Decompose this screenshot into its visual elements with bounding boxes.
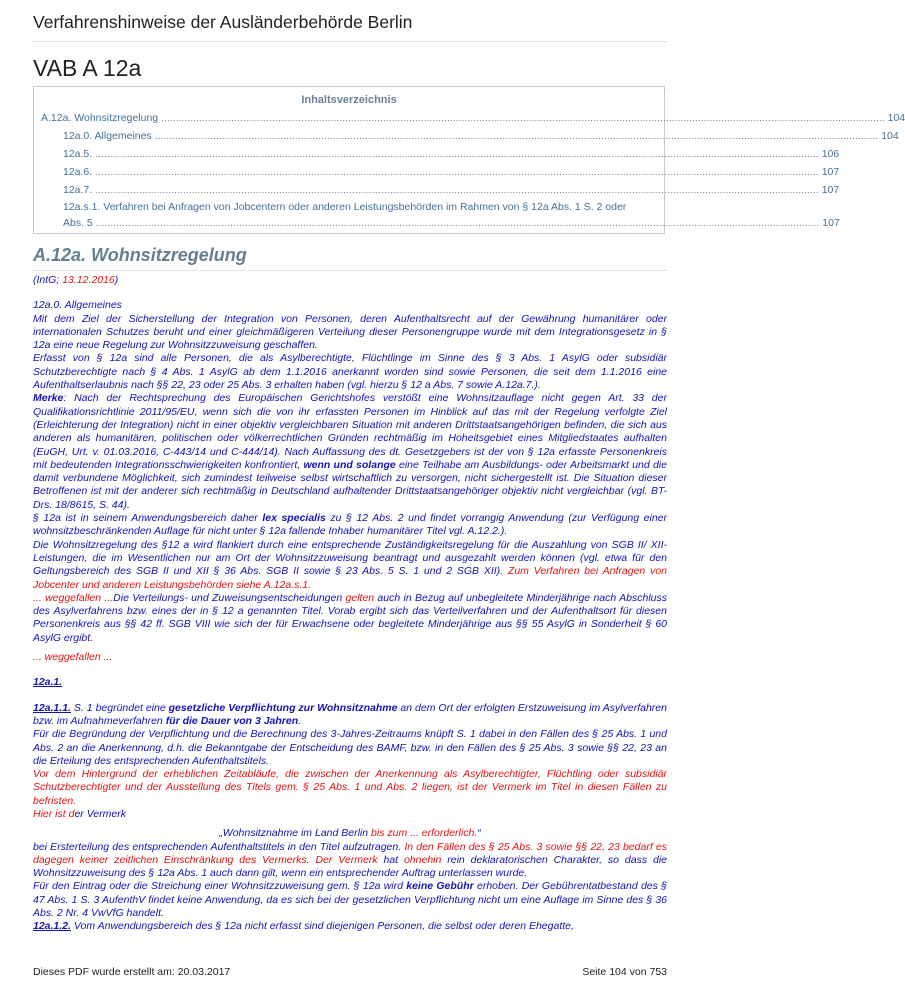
paragraph: Die Wohnsitzregelung des §12 a wird flankiert durch eine entsprechende Zuständigkeitsregelung für die Auszahlung von SGB II/ XII-Leistungen, die im Wesentlichen nur am Ort der Wohnsitzzuweisung beantragt und ausgezahlt werden können (vgl. etwa für den Geltungsbereich des SGB II und XII § 36 Abs. SGB II sowie § 23 Abs. 5 S. 1 und 2 SGB XII). Zum Verfahren bei Anfragen von Jobcenter und anderen Leistungsbehörden siehe A.12a.s.1. (33, 538, 668, 591)
toc-leader-dots: ........................................................................................................................................................................................................................................................ (161, 112, 885, 124)
paragraph: bei Ersterteilung des entsprechenden Aufenthaltstitels in den Titel aufzutragen. In den Fällen des § 25 Abs. 3 sowie §§ 22, 23 bedarf es dagegen keiner zeitlichen Einschränkung des Vermerks. Der Vermerk hat ohnehin rein deklaratorischen Charakter, so dass die Wohnsitzzuweisung des § 12a Abs. 1 auch dann gilt, wenn ein entsprechender Auftrag unterlassen wurde. (33, 840, 668, 880)
paragraph: Für den Eintrag oder die Streichung einer Wohnsitzzuweisung gem. § 12a wird keine Gebühr erhoben. Der Gebührentatbestand des § 47 Abs. 1 S. 3 AufenthV findet keine Anwendung, da es sich bei der gesetzlichen Verpflichtung nicht um eine Auflage im Sinne des § 36 Abs. 2 Nr. 4 VwVfG handelt. (33, 880, 667, 920)
toc-leader-dots: ........................................................................................................................................................................................................................................................ (95, 166, 819, 178)
footer-page-number: Seite 104 von 753 (582, 966, 667, 978)
subheading-12a1[interactable]: 12a.1. (33, 676, 63, 689)
paragraph: Mit dem Ziel der Sicherstellung der Integration von Personen, deren Aufenthaltsrecht auf der Gewährung humanitärer oder internationalen Schutzes beruht und einer gleichmäßigeren Verteilung dieser Personengruppe wurde mit dem Integrationsgesetz in § 12a eine neue Regelung zur Wohnsitzzuweisung geschaffen. (33, 312, 667, 352)
paragraph: Erfasst von § 12a sind alle Personen, die als Asylberechtigte, Flüchtlinge im Sinne des § 3 Abs. 1 AsylG oder subsidiär Schutzberechtigte nach § 4 Abs. 1 AsylG ab dem 1.1.2016 anerkannt worden sind sowie Personen, die seit dem 1.1.2016 eine Aufenthaltserlaubnis nach §§ 22, 23 oder 25 Abs. 3 erhalten haben (vgl. hierzu § 12 a Abs. 7 sowie A.12a.7.). (33, 352, 667, 392)
intg-reference: (IntG; 13.12.2016) (33, 274, 119, 286)
toc-entry-12a5[interactable] (63, 148, 840, 160)
page-title: VAB A 12a (33, 55, 667, 90)
intg-date: 13.12.2016 (62, 274, 115, 286)
paragraph-12a11: 12a.1.1. S. 1 begründet eine gesetzliche Verpflichtung zur Wohnsitznahme an dem Ort der erfolgten Erstzuweisung im Asylverfahren bzw. im Aufnahmeverfahren für die Dauer von 3 Jahren. (33, 701, 667, 727)
toc-entry-page: 107 (821, 184, 840, 196)
paragraph: Für die Begründung der Verpflichtung und die Berechnung des 3-Jahres-Zeitraums knüpft S. 1 dabei in den Fällen des § 25 Abs. 1 und Abs. 2 an die Anerkennung, d.h. die Bekanntgabe der Entscheidung des BAMF, bzw. in den Fällen des § 25 Abs. 3 sowie §§ 22, 23 an die Erteilung des entsprechenden Aufenthaltstitels. (33, 728, 667, 767)
toc-entry-12a6[interactable] (63, 166, 840, 178)
toc-entry-label: 12a.0. Allgemeines (63, 130, 152, 142)
toc-entry-label: A.12a. Wohnsitzregelung (41, 112, 159, 124)
toc-leader-dots: ........................................................................................................................................................................................................................................................ (95, 148, 819, 160)
anchor-12a11[interactable]: 12a.1.1. (33, 701, 71, 714)
paragraph-12a12: 12a.1.2. Vom Anwendungsbereich des § 12a nicht erfasst sind diejenigen Personen, die selbst oder deren Ehegatte, (33, 920, 574, 933)
endorsement-quote: „Wohnsitznahme im Land Berlin bis zum ... erforderlich.“ (219, 827, 481, 840)
toc-entry-12as1[interactable] (63, 199, 840, 231)
toc-entry-page: 107 (821, 166, 840, 178)
paragraph: Vor dem Hintergrund der erheblichen Zeitabläufe, die zwischen der Anerkennung als Asylberechtigter, Flüchtling oder subsidiär Schutzberechtigter und der Ausstellung des Titels gem. § 25 Abs. 1 und Abs. 2 liegen, ist der Vermerk im Titel in diesen Fällen zu befristen. (33, 768, 667, 807)
toc-heading: Inhaltsverzeichnis (301, 94, 397, 106)
footer-created: Dieses PDF wurde erstellt am: 20.03.2017 (33, 966, 231, 978)
toc-entry-label: 12a.6. (63, 166, 93, 178)
toc-entry-label: 12a.5. (63, 148, 93, 160)
section-title: A.12a. Wohnsitzregelung (33, 245, 667, 271)
toc-entry-page: 107 (822, 217, 840, 229)
page-footer (33, 966, 667, 978)
toc-leader-dots: ........................................................................................................................................................................................................................................................ (95, 217, 820, 229)
toc-entry-line2 (63, 215, 840, 231)
toc-entry-allgemeines[interactable] (63, 130, 899, 142)
paragraph: § 12a ist in seinem Anwendungsbereich daher lex specialis zu § 12 Abs. 2 und findet vorrangig Anwendung (zur Verfügung einer wohnsitzbeschränkenden Auflage für nicht unter § 12a fallende Inhaber humanitärer Titel vgl. A.12.2.). (33, 512, 668, 538)
paragraph: Hier ist der Vermerk (33, 807, 126, 820)
toc-entry-label-line1: 12a.s.1. Verfahren bei Anfragen von Jobcentern oder anderen Leistungsbehörden im Rahmen von § 12a Abs. 1 S. 2 oder (63, 201, 627, 213)
paragraph-merke: Merke: Nach der Rechtsprechung des Europäischen Gerichtshofes verstößt eine Wohnsitzauflage nicht gegen Art. 33 der Qualifikationsrichtlinie 2011/95/EU, wenn sich die von ihr erfassten Personen im Hinblick auf das mit der Regelung verfolgte Ziel (Erleichterung der Integration) nicht in einer objektiv vergleichbaren Situation mit anderen Drittstaatsangehörigen befinden, die sich aus anderen als humanitären, politischen oder völkerrechtlichen Gründen rechtmäßig im Hoheitsgebiet eines Mitgliedstaates aufhalten (EuGH, Urt. v. 01.03.2016, C-443/14 und C-444/14). Nach Auffassung des dt. Gesetzgebers ist der von § 12a erfasste Personenkreis mit bedeutenden Integrationsschwierigkeiten konfrontiert, wenn und solange eine Teilhabe am Ausbildungs- oder Arbeitsmarkt und die damit verbundene Möglichkeit, sich zumindest teilweise selbst wirtschaftlich zu versorgen, nicht sichergestellt ist. Die Situation dieser Betroffenen ist mit der anderer sich rechtmäßig in Deutschland aufhaltender Drittstaatsangehöriger objektiv nicht vergleichbar (vgl. BT-Drs. 18/8615, S. 44). (33, 392, 667, 511)
toc-entry-label-line2: Abs. 5 (63, 217, 93, 229)
removed-note: ... weggefallen ... (33, 651, 113, 664)
document-body (33, 274, 667, 934)
toc-entry-12a7[interactable] (63, 184, 840, 196)
toc-entry-page: 104 (887, 112, 905, 124)
table-of-contents (33, 86, 905, 234)
toc-entry-wohnsitzregelung[interactable] (41, 112, 905, 124)
anchor-12a12[interactable]: 12a.1.2. (33, 920, 71, 933)
toc-entry-page: 104 (881, 130, 899, 142)
paragraph: ... weggefallen ...Die Verteilungs- und Zuweisungsentscheidungen gelten auch in Bezug auf unbegleitete Minderjährige nach Abschluss des Asylverfahrens bzw. eines der in § 12 a genannten Titel. Vorab ergibt sich das Verteilverfahren und der Aufenthaltsort für diesen Personenkreis aus §§ 42 ff. SGB VIII wie sich der für Erwachsene oder begleitete Minderjährige aus §§ 55 AsylG in Sonderheit § 60 AsylG ergibt. (33, 591, 667, 644)
toc-entry-label: 12a.7. (63, 184, 93, 196)
document-header: Verfahrenshinweise der Ausländerbehörde Berlin (33, 12, 667, 42)
toc-leader-dots: ........................................................................................................................................................................................................................................................ (154, 130, 879, 142)
toc-leader-dots: ........................................................................................................................................................................................................................................................ (95, 184, 819, 196)
subheading-allgemeines: 12a.0. Allgemeines (33, 299, 122, 312)
toc-entry-page: 106 (821, 148, 840, 160)
